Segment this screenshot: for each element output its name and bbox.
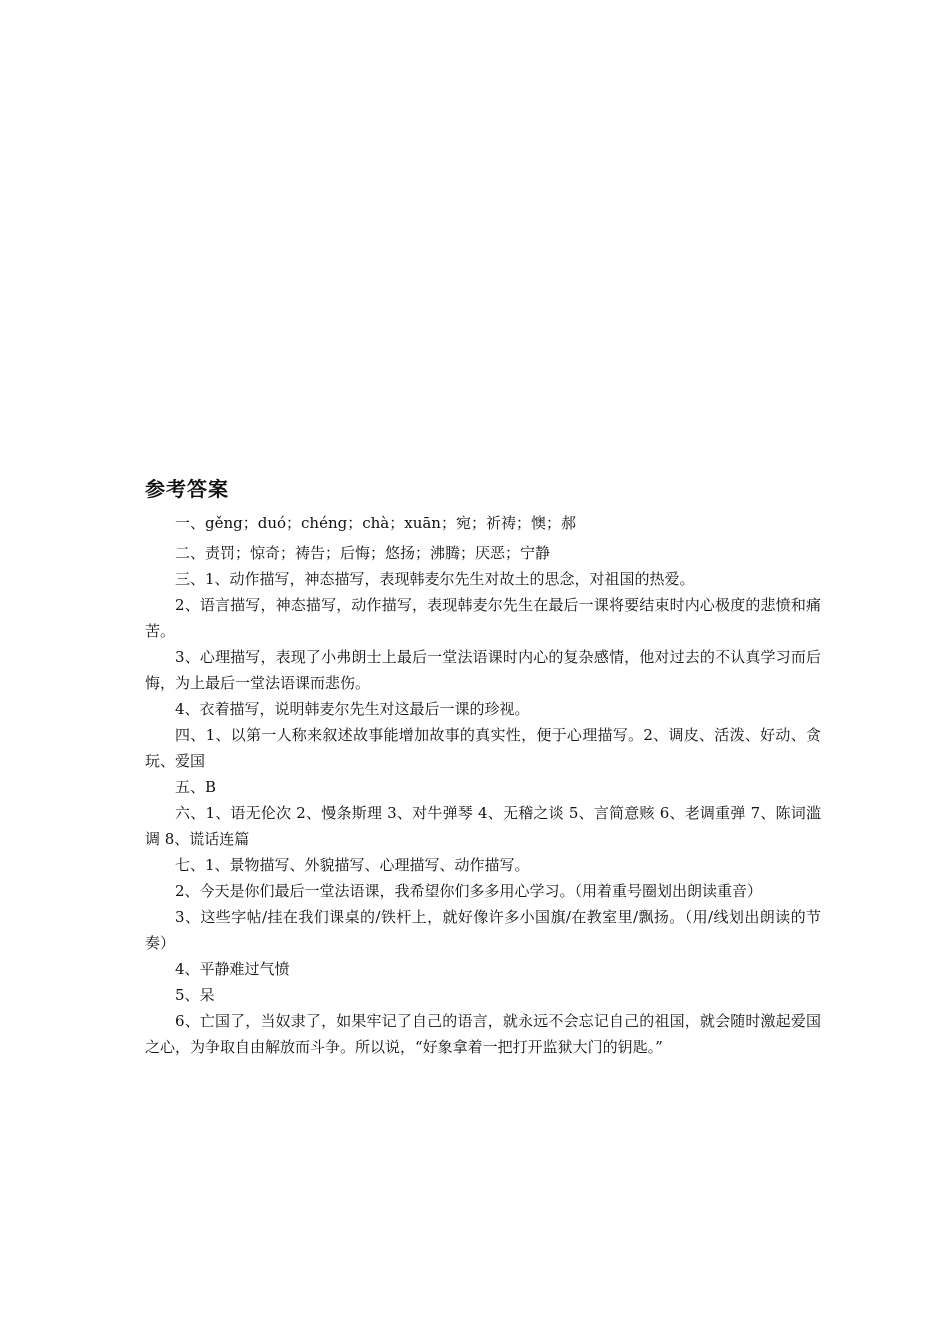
answer-paragraph: 5、呆 [175,986,215,1004]
answer-paragraph: 六、1、语无伦次 2、慢条斯理 3、对牛弹琴 4、无稽之谈 5、言简意赅 6、老调重弹 7、陈词滥调 8、谎话连篇 [145,804,821,848]
answer-paragraph: 2、语言描写，神态描写，动作描写，表现韩麦尔先生在最后一课将要结束时内心极度的悲愤和痛苦。 [145,596,821,640]
answer-paragraph: 二、责罚；惊奇；祷告；后悔；悠扬；沸腾；厌恶；宁静 [175,544,551,562]
answer-paragraph: 3、心理描写，表现了小弗朗士上最后一堂法语课时内心的复杂感情，他对过去的不认真学习而后悔，为上最后一堂法语课而悲伤。 [145,648,821,692]
answer-paragraph: 4、衣着描写，说明韩麦尔先生对这最后一课的珍视。 [175,700,530,718]
answer-paragraph: 6、亡国了，当奴隶了，如果牢记了自己的语言，就永远不会忘记自己的祖国，就会随时激起爱国之心，为争取自由解放而斗争。所以说，“好象拿着一把打开监狱大门的钥匙。” [145,1012,821,1056]
answer-paragraph: 2、今天是你们最后一堂法语课，我希望你们多多用心学习。（用着重号圈划出朗读重音） [175,882,763,900]
answer-paragraph: 4、平静难过气愤 [175,960,290,978]
section-title: 参考答案 [145,477,229,501]
answer-paragraph: 三、1、动作描写，神态描写，表现韩麦尔先生对故土的思念，对祖国的热爱。 [175,570,695,588]
answer-paragraph: 3、这些字帖/挂在我们课桌的/铁杆上，就好像许多小国旗/在教室里/飘扬。（用/线划出朗读的节奏） [145,908,821,952]
answer-paragraph: 七、1、景物描写、外貌描写、心理描写、动作描写。 [175,856,530,874]
answer-paragraph: 一、gěng；duó；chéng；chà；xuān；宛；祈祷；懊；郝 [175,514,576,532]
answer-section [145,474,821,1060]
answer-paragraph: 五、B [175,778,217,796]
answer-paragraph: 四、1、以第一人称来叙述故事能增加故事的真实性，便于心理描写。2、调皮、活泼、好动、贪玩、爱国 [145,726,821,770]
